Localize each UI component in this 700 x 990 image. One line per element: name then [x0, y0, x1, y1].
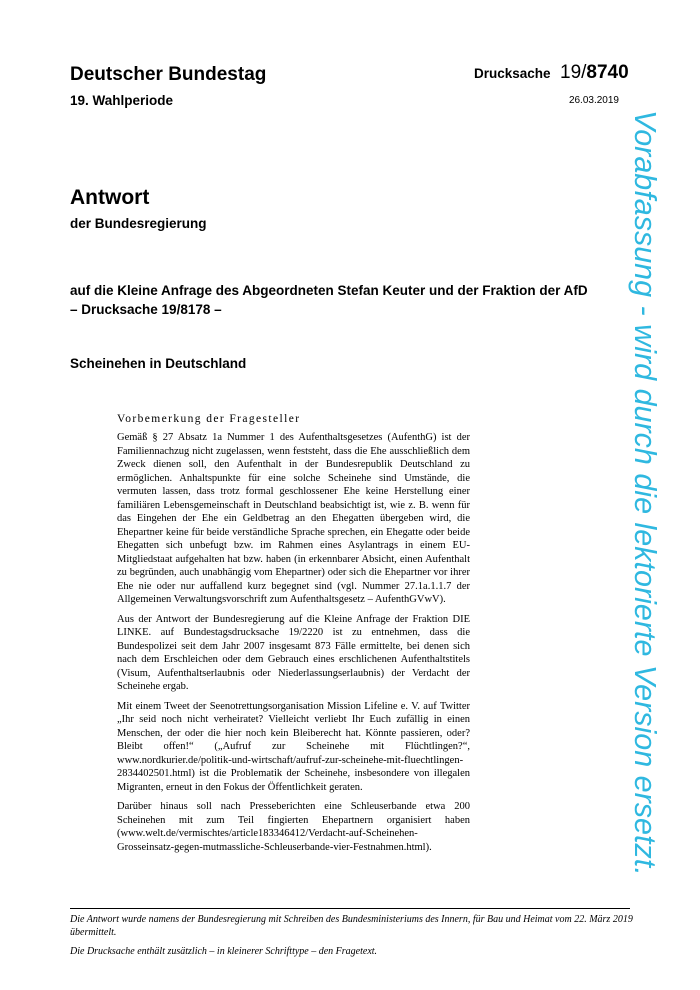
paragraph: Mit einem Tweet der Seenotrettungsorganisation Mission Lifeline e. V. auf Twitter „Ihr seid noch nicht verheiratet? Vielleicht verliebt Ihr Euch zufällig in einen Menschen, der oder die hier noch kein Bleiberecht hat. Könnte passieren, oder? Bleibt offen!“ („Aufruf zur Scheinehe mit Flüchtlingen?“, www.nordkurier.de/politik-und-wirtschaft/aufruf-zur-scheinehe-mit-fluechtlingen-2834402501.html) ist die Problematik der Scheinehe, insbesondere von illegalen Migranten, erneut in den Fokus der Öffentlichkeit geraten.: [117, 700, 470, 793]
document-subtitle: der Bundesregierung: [70, 216, 207, 231]
preliminary-remark-heading: Vorbemerkung der Fragesteller: [117, 413, 301, 425]
inquiry-line-1: auf die Kleine Anfrage des Abgeordneten Stefan Keuter und der Fraktion der AfD: [70, 283, 588, 298]
drucksache-number: [560, 62, 629, 84]
paragraph: Aus der Antwort der Bundesregierung auf die Kleine Anfrage der Fraktion DIE LINKE. auf Bundestagsdrucksache 19/2220 ist zu entnehmen, dass die Bundespolizei seit dem Jahr 2007 insgesamt 873 Fälle ermittelte, bei denen sich nach dem Erschleichen oder dem Gebrauch eines erschlichenen Aufenthaltstitels (Visum, Aufenthaltserlaubnis oder Niederlassungserlaubnis) der Verdacht der Scheinehe ergab.: [117, 613, 470, 692]
drucksache-prefix: 19/: [560, 62, 587, 83]
paragraph: Darüber hinaus soll nach Presseberichten eine Schleuserbande etwa 200 Scheinehen mit zum Teil fingierten Ehepartnern organisiert haben (www.welt.de/vermischtes/article183346412/Verdacht-auf-Scheinehen-Grosseinsatz-gegen-mutmassliche-Schleuserbande-vier-Festnahmen.html).: [117, 801, 470, 853]
drucksache-label: Drucksache: [474, 66, 551, 81]
paragraph: Gemäß § 27 Absatz 1a Nummer 1 des Aufenthaltsgesetzes (AufenthG) ist der Familiennachzug nicht zugelassen, wenn feststeht, dass die Ehe ausschließlich dem Zweck dienen soll, den Aufenthalt in der Bundesrepublik Deutschland zu ermöglichen. Anhaltspunkte für eine solche Scheinehe sind Umstände, die vermuten lassen, dass trotz formal geschlossener Ehe keine Herstellung einer familiären Lebensgemeinschaft in Deutschland beabsichtigt ist, wie z. B. wenn für das Eingehen der Ehe ein Geldbetrag an den Ehegatten übergeben wird, die Ehepartner keine für beide verständliche Sprache sprechen, ein Ehegatte oder beide Ehegatten sich unbefugt bzw. im Rahmen eines Asylantrags in einem EU-Mitgliedstaat aufgehalten hat bzw. haben (in erkennbarer Absicht, einen Aufenthalt zu begründen, auch unabhängig vom Ehepartner) oder sich die Ehepartner vor ihrer Ehe nie oder nur auffallend kurz begegnet sind (vgl. Nummer 27.1a.1.1.7 der Allgemeinen Verwaltungsvorschrift zum Aufenthaltsgesetz – AufenthGVwV).: [117, 432, 470, 605]
drucksache-number-bold: 8740: [586, 62, 629, 83]
document-date: 26.03.2019: [568, 95, 619, 106]
inquiry-line-2: – Drucksache 19/8178 –: [70, 302, 222, 317]
document-title: Antwort: [70, 186, 150, 209]
footer-divider: [70, 908, 630, 909]
draft-watermark: Vorabfassung - wird durch die lektorierte Version ersetzt.: [628, 110, 662, 876]
organization-name: Deutscher Bundestag: [70, 64, 267, 85]
topic-title: Scheinehen in Deutschland: [70, 356, 247, 371]
preliminary-remark-body: [117, 431, 470, 860]
footer-note-question-text: Die Drucksache enthält zusätzlich – in kleinerer Schrifttype – den Fragetext.: [70, 946, 378, 957]
footer-note-transmission: Die Antwort wurde namens der Bundesregierung mit Schreiben des Bundesministeriums des Innern, für Bau und Heimat vom 22. März 2019 übermittelt.: [70, 914, 633, 938]
electoral-period: 19. Wahlperiode: [70, 93, 174, 108]
